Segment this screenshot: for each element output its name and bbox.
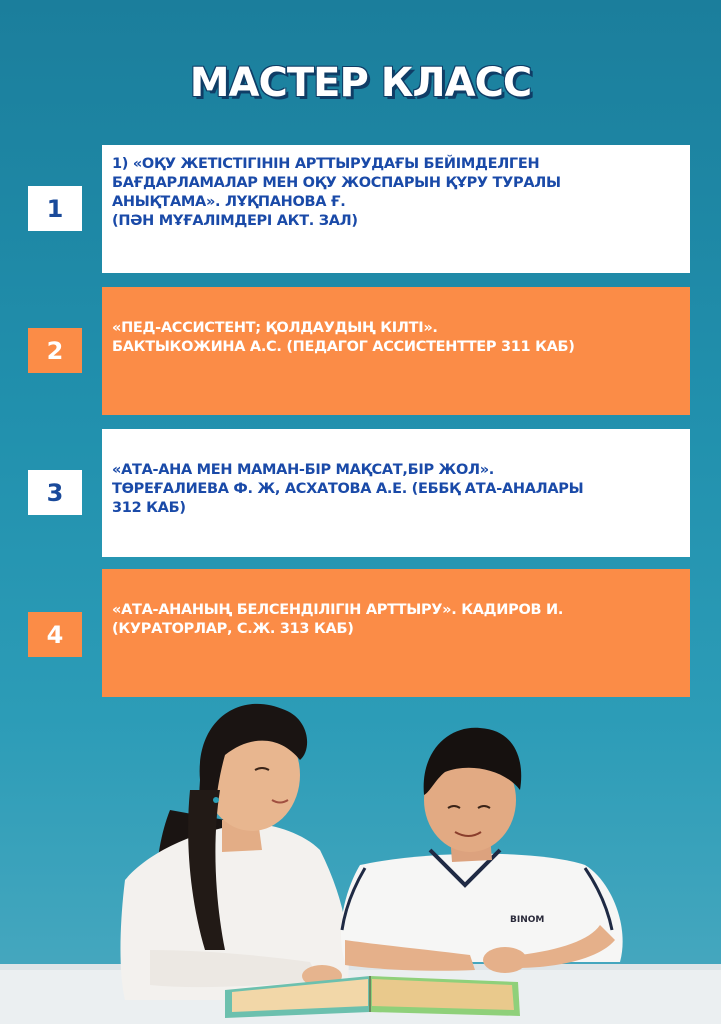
shirt-logo-text: BINOM — [510, 915, 545, 925]
item-card-3 — [102, 429, 690, 557]
page-title: МАСТЕР КЛАСС — [189, 60, 532, 106]
item-3-line-3: 312 КАБ) — [112, 500, 186, 516]
photo-teacher-and-child-reading — [0, 700, 721, 1024]
item-card-4 — [102, 569, 690, 697]
item-1-line-4: (ПӘН МҰҒАЛІМДЕРІ АКТ. ЗАЛ) — [112, 213, 358, 229]
item-2-line-1: «ПЕД-АССИСТЕНТ; ҚОЛДАУДЫҢ КІЛТІ». — [112, 320, 438, 336]
item-3-line-1: «АТА-АНА МЕН МАМАН-БІР МАҚСАТ,БІР ЖОЛ». — [112, 462, 495, 478]
item-card-1 — [102, 145, 690, 273]
item-4-line-2: (КУРАТОРЛАР, С.Ж. 313 КАБ) — [112, 621, 354, 637]
item-number-badge-3: 3 — [28, 470, 82, 515]
item-number-badge-2: 2 — [28, 328, 82, 373]
item-number-badge-4: 4 — [28, 612, 82, 657]
item-1-line-3: АНЫҚТАМА». ЛҰҚПАНОВА Ғ. — [112, 194, 346, 210]
item-3-line-2: ТӨРЕҒАЛИЕВА Ф. Ж, АСХАТОВА А.Е. (ЕББҚ АТА-АНАЛАРЫ — [112, 481, 584, 497]
item-card-2 — [102, 287, 690, 415]
item-1-line-1: 1) «ОҚУ ЖЕТІСТІГІНІН АРТТЫРУДАҒЫ БЕЙІМДЕЛГЕН — [112, 156, 540, 172]
item-2-line-2: БАКТЫКОЖИНА А.С. (ПЕДАГОГ АССИСТЕНТТЕР 311 КАБ) — [112, 339, 575, 355]
item-1-line-2: БАҒДАРЛАМАЛАР МЕН ОҚУ ЖОСПАРЫН ҚҰРУ ТУРАЛЫ — [112, 175, 561, 191]
item-4-line-1: «АТА-АНАНЫҢ БЕЛСЕНДІЛІГІН АРТТЫРУ». КАДИРОВ И. — [112, 602, 564, 618]
item-number-badge-1: 1 — [28, 186, 82, 231]
